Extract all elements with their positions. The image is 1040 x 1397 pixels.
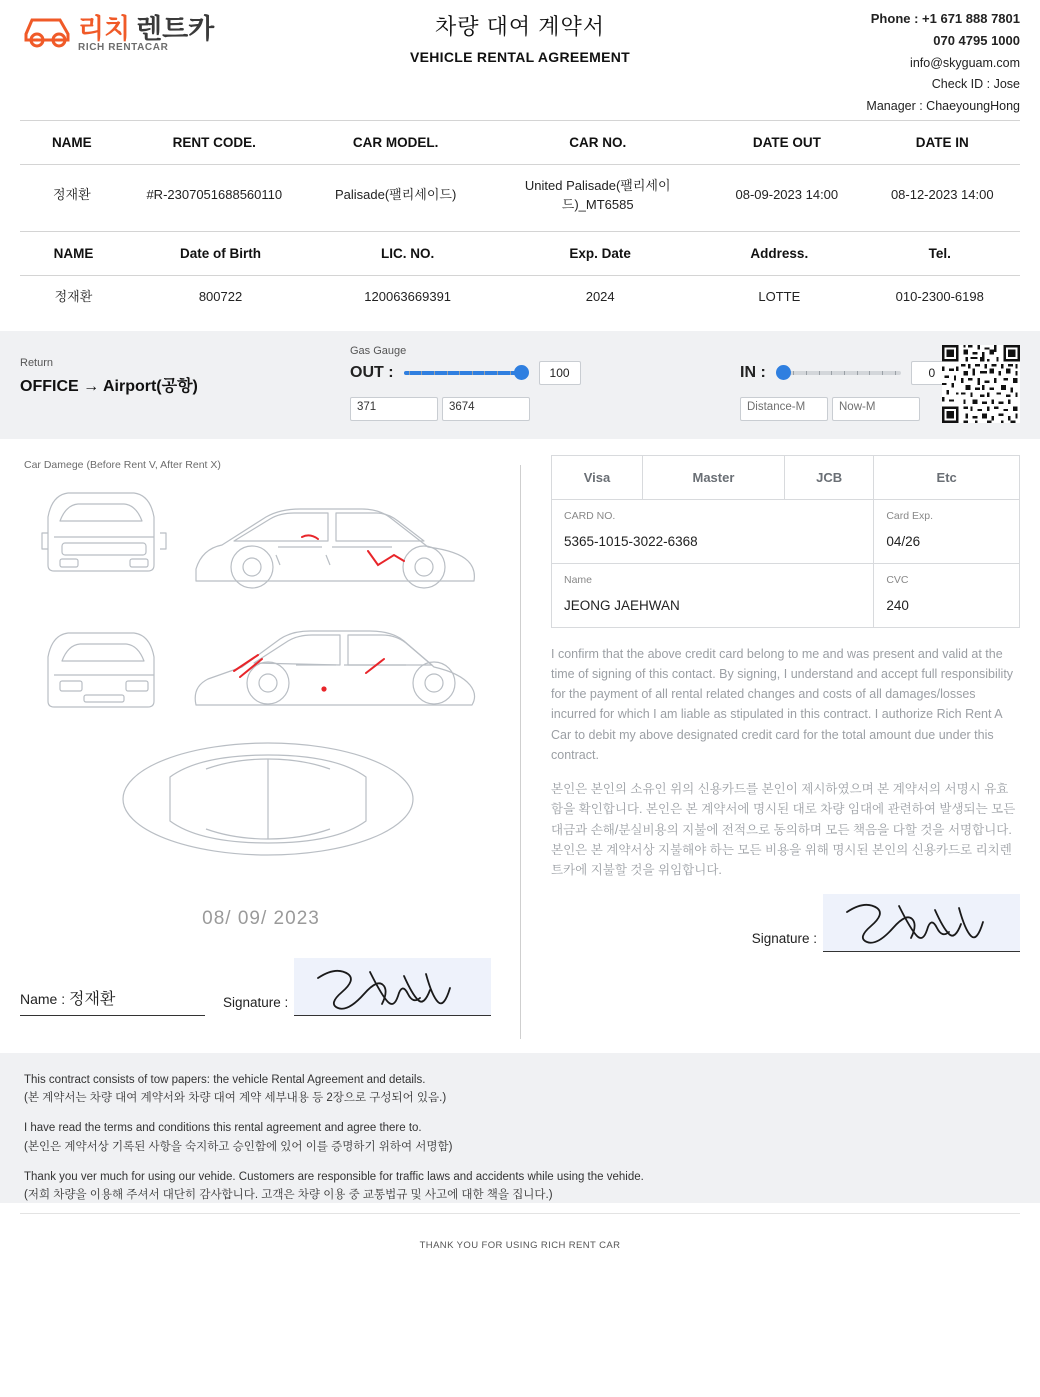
confirm-text-korean: 본인은 본인의 소유인 위의 신용카드를 본인이 제시하였으며 본 계약서의 서명시 유효함을 확인합니다. 본인은 본 계약서에 명시된 대로 차량 임대에 관련하여 발생되는 모든 대금과 손해/분실비용의 지불에 전적으로 동의하며 모든 책음을 다할 것을 서명합니다. 본인은 본 계약서상 지불해야 하는 모든 비용을 위해 명시된 본인의 신용카드로 리치렌트카에 지불할 것을 위임합니다. bbox=[551, 782, 1016, 878]
slider-ticks bbox=[404, 371, 529, 375]
card-exp-value: 04/26 bbox=[886, 533, 921, 549]
signature-box-left[interactable] bbox=[294, 958, 491, 1016]
card-no-value: 5365-1015-3022-6368 bbox=[564, 533, 698, 549]
cell-name: 정재환 bbox=[52, 187, 91, 203]
col-rent-code: RENT CODE. bbox=[172, 135, 256, 150]
svg-text:리치: 리치 bbox=[78, 14, 131, 44]
name-label: Name : bbox=[20, 990, 66, 1007]
slider-knob[interactable] bbox=[776, 365, 791, 380]
signature-icon bbox=[823, 894, 1020, 952]
cell-car-model: Palisade(팰리세이드) bbox=[334, 187, 457, 203]
cell-lic-no: 120063669391 bbox=[364, 288, 452, 304]
col-dob: Date of Birth bbox=[180, 245, 262, 261]
card-name-row bbox=[552, 563, 1020, 627]
card-exp-label: Card Exp. bbox=[886, 509, 933, 522]
cardholder-label: Name bbox=[564, 573, 593, 586]
cell-rent-code: #R-2307051688560110 bbox=[146, 187, 283, 203]
in-field-now[interactable]: Now-M bbox=[832, 397, 920, 421]
gas-gauge-label: Gas Gauge bbox=[350, 344, 407, 357]
footer-line2-en: I have read the terms and conditions this rental agreement and agree there to. bbox=[24, 1122, 422, 1135]
svg-text:렌트카: 렌트카 bbox=[136, 14, 215, 44]
contact-phone-secondary: 070 4795 1000 bbox=[933, 33, 1020, 49]
cvc-label: CVC bbox=[886, 573, 909, 586]
col-date-in: DATE IN bbox=[915, 135, 969, 150]
out-field-now[interactable]: 3674 bbox=[442, 397, 530, 421]
in-field-distance[interactable]: Distance-M bbox=[740, 397, 828, 421]
footer-line1-kr: (본 계약서는 차량 대여 계약서와 차량 대여 계약 세부내용 등 2장으로 구성되어 있음.) bbox=[24, 1091, 447, 1104]
page-title-english: VEHICLE RENTAL AGREEMENT bbox=[409, 49, 631, 65]
gas-out-fields bbox=[350, 397, 720, 421]
return-location-block bbox=[20, 345, 350, 396]
vehicle-info-table bbox=[20, 120, 1020, 232]
contact-info bbox=[790, 6, 1020, 117]
slider-ticks bbox=[776, 371, 901, 375]
document-header bbox=[0, 0, 1040, 120]
svg-text:RICH RENTACAR: RICH RENTACAR bbox=[78, 42, 169, 53]
col-exp-date: Exp. Date bbox=[569, 245, 631, 261]
card-type-master[interactable]: Master bbox=[642, 455, 784, 499]
qr-code-icon bbox=[942, 345, 1020, 423]
damage-instructions: Car Damege (Before Rent V, After Rent X) bbox=[24, 458, 221, 471]
gas-out-row bbox=[350, 361, 720, 385]
gas-gauge-panel bbox=[0, 331, 1040, 439]
qr-code bbox=[942, 345, 1020, 428]
credit-card-section bbox=[521, 455, 1020, 1039]
card-number-row bbox=[552, 499, 1020, 563]
gas-in-slider[interactable] bbox=[776, 365, 901, 381]
card-type-visa[interactable]: Visa bbox=[552, 455, 643, 499]
cell-tel: 010-2300-6198 bbox=[895, 288, 984, 304]
driver-info-table bbox=[20, 232, 1020, 323]
table-row bbox=[20, 275, 1020, 322]
cardholder-value: JEONG JAEHWAN bbox=[564, 597, 680, 613]
card-type-etc[interactable]: Etc bbox=[874, 455, 1020, 499]
page-title-korean: 차량 대여 계약서 bbox=[435, 14, 605, 39]
gas-out-value[interactable]: 100 bbox=[539, 361, 581, 385]
card-type-jcb[interactable]: JCB bbox=[784, 455, 873, 499]
out-field-distance[interactable]: 371 bbox=[350, 397, 438, 421]
contact-phone: Phone : +1 671 888 7801 bbox=[870, 11, 1020, 26]
card-signature-label: Signature : bbox=[751, 931, 817, 947]
signature-icon bbox=[294, 958, 491, 1016]
cell-name: 정재환 bbox=[54, 288, 93, 304]
footer-line3-en: Thank you ver much for using our vehide. Customers are responsible for traffic laws and accidents while using the vehide. bbox=[24, 1171, 644, 1184]
col-address: Address. bbox=[750, 245, 809, 261]
table-header-row bbox=[20, 121, 1020, 165]
footer-line2-kr: (본인은 계약서상 기록된 사항을 숙지하고 승인함에 있어 이를 증명하기 위하여 서명함) bbox=[24, 1140, 453, 1153]
contact-email: info@skyguam.com bbox=[910, 55, 1020, 70]
table-header-row bbox=[20, 232, 1020, 276]
gas-out-slider[interactable] bbox=[404, 365, 529, 381]
footer-line1 bbox=[24, 1071, 1016, 1108]
manager-name: Manager : ChaeyoungHong bbox=[866, 98, 1020, 113]
company-logo bbox=[20, 6, 250, 54]
footer-line1-en: This contract consists of tow papers: the vehicle Rental Agreement and details. bbox=[24, 1073, 426, 1086]
document-body bbox=[0, 439, 1040, 1039]
cell-address: LOTTE bbox=[758, 288, 801, 304]
table-row bbox=[20, 165, 1020, 232]
footer-line2 bbox=[24, 1119, 1016, 1156]
cell-dob: 800722 bbox=[198, 288, 243, 304]
card-type-row bbox=[552, 455, 1020, 499]
rich-rentacar-logo-icon bbox=[20, 8, 240, 54]
thank-you-note: THANK YOU FOR USING RICH RENT CAR bbox=[20, 1213, 1020, 1251]
signature-label: Signature : bbox=[223, 994, 289, 1010]
card-name-cell bbox=[552, 563, 874, 627]
damage-diagram-section bbox=[20, 455, 520, 1039]
cell-date-in: 08-12-2023 14:00 bbox=[890, 187, 994, 203]
cell-date-out: 08-09-2023 14:00 bbox=[735, 187, 839, 203]
footer-line3 bbox=[24, 1168, 1016, 1205]
customer-name-field bbox=[20, 986, 205, 1016]
footer-terms bbox=[0, 1053, 1040, 1203]
col-date-out: DATE OUT bbox=[752, 135, 821, 150]
confirm-text-english: I confirm that the above credit card belong to me and was present and valid at the time of signing of this contact. By signing, I understand and accept full responsibility for the payment of all rental related changes and costs of all damages/losses incurred for which I am liable as stipulated in this contract. I authorize Rich Rent A Car to debit my above designated credit card for the total amount due under this contract. bbox=[551, 646, 1014, 762]
card-confirmation-text bbox=[551, 644, 1020, 881]
col-name: NAME bbox=[53, 245, 94, 261]
col-name: NAME bbox=[51, 135, 92, 150]
col-car-no: CAR NO. bbox=[569, 135, 627, 150]
col-tel: Tel. bbox=[928, 245, 951, 261]
car-damage-diagram[interactable] bbox=[20, 477, 500, 897]
out-label: OUT : bbox=[350, 363, 394, 381]
in-label: IN : bbox=[740, 363, 766, 381]
document-title-block bbox=[250, 6, 790, 65]
card-number-cell bbox=[552, 499, 874, 563]
card-signature-row bbox=[551, 894, 1020, 952]
customer-signature-row bbox=[20, 958, 502, 1016]
cell-exp-date: 2024 bbox=[585, 288, 615, 304]
return-route: OFFICE → Airport(공항) bbox=[20, 377, 198, 395]
cvc-value: 240 bbox=[886, 597, 909, 613]
return-label: Return bbox=[20, 356, 54, 369]
slider-knob[interactable] bbox=[514, 365, 529, 380]
card-no-label: CARD NO. bbox=[564, 509, 616, 522]
col-lic-no: LIC. NO. bbox=[381, 245, 435, 261]
name-value: 정재환 bbox=[69, 990, 116, 1008]
card-cvc-cell bbox=[874, 563, 1020, 627]
card-exp-cell bbox=[874, 499, 1020, 563]
col-car-model: CAR MODEL. bbox=[352, 135, 439, 150]
check-id: Check ID : Jose bbox=[931, 77, 1020, 92]
cell-car-no: United Palisade(팰리세이드)_MT6585 bbox=[524, 178, 671, 212]
signature-box-right[interactable] bbox=[823, 894, 1020, 952]
gas-out-block bbox=[350, 345, 720, 421]
damage-date: 08/ 09/ 2023 bbox=[202, 907, 320, 929]
credit-card-table bbox=[551, 455, 1020, 628]
gas-in-value[interactable]: 0 bbox=[911, 361, 953, 385]
vehicle-table-wrap bbox=[0, 120, 1040, 323]
footer-line3-kr: (저희 차량을 이용해 주셔서 대단히 감사합니다. 고객은 차량 이용 중 교통법규 및 사고에 대한 책을 집니다.) bbox=[24, 1189, 553, 1202]
